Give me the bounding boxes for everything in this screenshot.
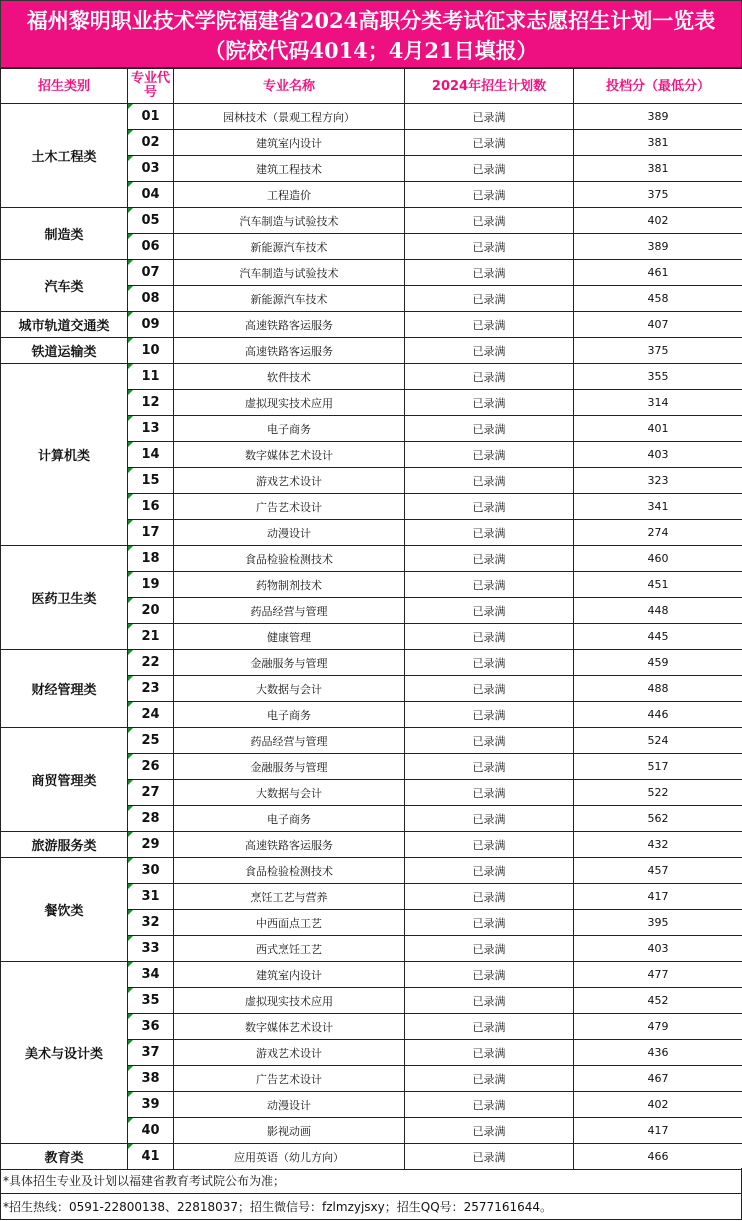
category-cell: 旅游服务类: [1, 832, 128, 858]
category-cell: 计算机类: [1, 364, 128, 546]
plan-cell: 已录满: [405, 286, 574, 312]
table-row: [1, 208, 742, 234]
table-row: [1, 364, 742, 390]
score-cell: 457: [574, 858, 742, 884]
category-cell: 商贸管理类: [1, 728, 128, 832]
major-cell: 食品检验检测技术: [174, 858, 405, 884]
code-cell: 41: [128, 1144, 174, 1170]
plan-cell: 已录满: [405, 884, 574, 910]
score-cell: 417: [574, 884, 742, 910]
score-cell: 517: [574, 754, 742, 780]
table-row: [1, 338, 742, 364]
score-cell: 446: [574, 702, 742, 728]
major-cell: 金融服务与管理: [174, 650, 405, 676]
code-cell: 08: [128, 286, 174, 312]
score-cell: 467: [574, 1066, 742, 1092]
score-cell: 381: [574, 130, 742, 156]
major-cell: 建筑室内设计: [174, 130, 405, 156]
major-cell: 广告艺术设计: [174, 494, 405, 520]
plan-cell: 已录满: [405, 962, 574, 988]
code-cell: 38: [128, 1066, 174, 1092]
score-cell: 403: [574, 442, 742, 468]
code-cell: 35: [128, 988, 174, 1014]
plan-cell: 已录满: [405, 806, 574, 832]
major-cell: 高速铁路客运服务: [174, 312, 405, 338]
score-cell: 436: [574, 1040, 742, 1066]
plan-cell: 已录满: [405, 234, 574, 260]
plan-cell: 已录满: [405, 416, 574, 442]
code-cell: 05: [128, 208, 174, 234]
code-cell: 17: [128, 520, 174, 546]
plan-cell: 已录满: [405, 104, 574, 130]
table-row: [1, 832, 742, 858]
major-cell: 应用英语（幼儿方向）: [174, 1144, 405, 1170]
code-cell: 29: [128, 832, 174, 858]
plan-cell: 已录满: [405, 468, 574, 494]
category-cell: 餐饮类: [1, 858, 128, 962]
score-cell: 522: [574, 780, 742, 806]
major-cell: 高速铁路客运服务: [174, 832, 405, 858]
code-cell: 03: [128, 156, 174, 182]
title-line-2: （院校代码4014；4月21日填报）: [204, 38, 538, 63]
code-cell: 27: [128, 780, 174, 806]
plan-cell: 已录满: [405, 1118, 574, 1144]
plan-cell: 已录满: [405, 650, 574, 676]
score-cell: 375: [574, 182, 742, 208]
code-cell: 37: [128, 1040, 174, 1066]
major-cell: 药品经营与管理: [174, 728, 405, 754]
major-cell: 数字媒体艺术设计: [174, 442, 405, 468]
score-cell: 355: [574, 364, 742, 390]
table-row: [1, 312, 742, 338]
footnotes: [0, 1168, 742, 1220]
major-cell: 虚拟现实技术应用: [174, 390, 405, 416]
code-cell: 23: [128, 676, 174, 702]
code-cell: 40: [128, 1118, 174, 1144]
code-cell: 15: [128, 468, 174, 494]
plan-cell: 已录满: [405, 520, 574, 546]
code-cell: 25: [128, 728, 174, 754]
major-cell: 电子商务: [174, 806, 405, 832]
code-cell: 04: [128, 182, 174, 208]
code-cell: 12: [128, 390, 174, 416]
score-cell: 403: [574, 936, 742, 962]
score-cell: 417: [574, 1118, 742, 1144]
major-cell: 电子商务: [174, 702, 405, 728]
plan-cell: 已录满: [405, 364, 574, 390]
page-title: [0, 0, 742, 68]
plan-cell: 已录满: [405, 780, 574, 806]
plan-cell: 已录满: [405, 312, 574, 338]
score-cell: 402: [574, 208, 742, 234]
category-cell: 汽车类: [1, 260, 128, 312]
header-score: 投档分（最低分）: [574, 69, 742, 104]
score-cell: 448: [574, 598, 742, 624]
table-row: [1, 962, 742, 988]
code-cell: 02: [128, 130, 174, 156]
major-cell: 广告艺术设计: [174, 1066, 405, 1092]
code-cell: 30: [128, 858, 174, 884]
major-cell: 新能源汽车技术: [174, 286, 405, 312]
code-cell: 09: [128, 312, 174, 338]
score-cell: 432: [574, 832, 742, 858]
score-cell: 341: [574, 494, 742, 520]
table-row: [1, 650, 742, 676]
score-cell: 452: [574, 988, 742, 1014]
major-cell: 动漫设计: [174, 520, 405, 546]
major-cell: 汽车制造与试验技术: [174, 208, 405, 234]
plan-cell: 已录满: [405, 260, 574, 286]
plan-cell: 已录满: [405, 1066, 574, 1092]
major-cell: 大数据与会计: [174, 780, 405, 806]
table-row: [1, 728, 742, 754]
category-cell: 城市轨道交通类: [1, 312, 128, 338]
plan-cell: 已录满: [405, 936, 574, 962]
code-cell: 26: [128, 754, 174, 780]
plan-cell: 已录满: [405, 1144, 574, 1170]
plan-cell: 已录满: [405, 1040, 574, 1066]
plan-cell: 已录满: [405, 208, 574, 234]
plan-cell: 已录满: [405, 754, 574, 780]
code-cell: 14: [128, 442, 174, 468]
table-row: [1, 1144, 742, 1170]
header-category: 招生类别: [1, 69, 128, 104]
plan-cell: 已录满: [405, 338, 574, 364]
enrollment-table: [0, 68, 742, 1170]
table-row: [1, 546, 742, 572]
plan-cell: 已录满: [405, 130, 574, 156]
code-cell: 11: [128, 364, 174, 390]
plan-cell: 已录满: [405, 1014, 574, 1040]
score-cell: 395: [574, 910, 742, 936]
major-cell: 园林技术（景观工程方向）: [174, 104, 405, 130]
plan-cell: 已录满: [405, 624, 574, 650]
category-cell: 医药卫生类: [1, 546, 128, 650]
code-cell: 36: [128, 1014, 174, 1040]
table-row: [1, 260, 742, 286]
major-cell: 电子商务: [174, 416, 405, 442]
major-cell: 虚拟现实技术应用: [174, 988, 405, 1014]
score-cell: 459: [574, 650, 742, 676]
major-cell: 中西面点工艺: [174, 910, 405, 936]
major-cell: 药品经营与管理: [174, 598, 405, 624]
major-cell: 大数据与会计: [174, 676, 405, 702]
score-cell: 445: [574, 624, 742, 650]
score-cell: 479: [574, 1014, 742, 1040]
major-cell: 影视动画: [174, 1118, 405, 1144]
code-cell: 33: [128, 936, 174, 962]
plan-cell: 已录满: [405, 182, 574, 208]
major-cell: 健康管理: [174, 624, 405, 650]
score-cell: 389: [574, 234, 742, 260]
header-major: 专业名称: [174, 69, 405, 104]
score-cell: 458: [574, 286, 742, 312]
major-cell: 软件技术: [174, 364, 405, 390]
score-cell: 407: [574, 312, 742, 338]
score-cell: 401: [574, 416, 742, 442]
plan-cell: 已录满: [405, 910, 574, 936]
category-cell: 土木工程类: [1, 104, 128, 208]
code-cell: 01: [128, 104, 174, 130]
plan-cell: 已录满: [405, 156, 574, 182]
plan-cell: 已录满: [405, 702, 574, 728]
code-cell: 19: [128, 572, 174, 598]
score-cell: 466: [574, 1144, 742, 1170]
score-cell: 461: [574, 260, 742, 286]
category-cell: 美术与设计类: [1, 962, 128, 1144]
code-cell: 31: [128, 884, 174, 910]
major-cell: 西式烹饪工艺: [174, 936, 405, 962]
code-cell: 39: [128, 1092, 174, 1118]
category-cell: 铁道运输类: [1, 338, 128, 364]
code-cell: 24: [128, 702, 174, 728]
major-cell: 建筑工程技术: [174, 156, 405, 182]
code-cell: 06: [128, 234, 174, 260]
major-cell: 新能源汽车技术: [174, 234, 405, 260]
code-cell: 18: [128, 546, 174, 572]
score-cell: 274: [574, 520, 742, 546]
score-cell: 477: [574, 962, 742, 988]
category-cell: 财经管理类: [1, 650, 128, 728]
score-cell: 389: [574, 104, 742, 130]
title-line-1: 福州黎明职业技术学院福建省2024高职分类考试征求志愿招生计划一览表: [26, 8, 716, 33]
plan-cell: 已录满: [405, 390, 574, 416]
code-cell: 34: [128, 962, 174, 988]
score-cell: 460: [574, 546, 742, 572]
major-cell: 药物制剂技术: [174, 572, 405, 598]
plan-cell: 已录满: [405, 1092, 574, 1118]
major-cell: 游戏艺术设计: [174, 468, 405, 494]
major-cell: 游戏艺术设计: [174, 1040, 405, 1066]
major-cell: 工程造价: [174, 182, 405, 208]
code-cell: 28: [128, 806, 174, 832]
code-cell: 22: [128, 650, 174, 676]
score-cell: 402: [574, 1092, 742, 1118]
code-cell: 13: [128, 416, 174, 442]
plan-cell: 已录满: [405, 546, 574, 572]
major-cell: 高速铁路客运服务: [174, 338, 405, 364]
table-body: [1, 104, 742, 1170]
major-cell: 建筑室内设计: [174, 962, 405, 988]
plan-cell: 已录满: [405, 988, 574, 1014]
score-cell: 381: [574, 156, 742, 182]
category-cell: 教育类: [1, 1144, 128, 1170]
plan-cell: 已录满: [405, 442, 574, 468]
plan-cell: 已录满: [405, 598, 574, 624]
plan-cell: 已录满: [405, 572, 574, 598]
score-cell: 451: [574, 572, 742, 598]
score-cell: 323: [574, 468, 742, 494]
score-cell: 375: [574, 338, 742, 364]
plan-cell: 已录满: [405, 728, 574, 754]
header-plan: 2024年招生计划数: [405, 69, 574, 104]
plan-cell: 已录满: [405, 494, 574, 520]
category-cell: 制造类: [1, 208, 128, 260]
major-cell: 动漫设计: [174, 1092, 405, 1118]
score-cell: 314: [574, 390, 742, 416]
code-cell: 21: [128, 624, 174, 650]
major-cell: 数字媒体艺术设计: [174, 1014, 405, 1040]
major-cell: 食品检验检测技术: [174, 546, 405, 572]
score-cell: 524: [574, 728, 742, 754]
code-cell: 07: [128, 260, 174, 286]
score-cell: 488: [574, 676, 742, 702]
code-cell: 16: [128, 494, 174, 520]
code-cell: 10: [128, 338, 174, 364]
table-row: [1, 858, 742, 884]
major-cell: 金融服务与管理: [174, 754, 405, 780]
header-code: 专业代号: [128, 69, 174, 104]
plan-cell: 已录满: [405, 676, 574, 702]
major-cell: 烹饪工艺与营养: [174, 884, 405, 910]
table-header-row: [1, 69, 742, 104]
plan-cell: 已录满: [405, 858, 574, 884]
score-cell: 562: [574, 806, 742, 832]
code-cell: 32: [128, 910, 174, 936]
table-row: [1, 104, 742, 130]
plan-cell: 已录满: [405, 832, 574, 858]
major-cell: 汽车制造与试验技术: [174, 260, 405, 286]
footnote-rules: *具体招生专业及计划以福建省教育考试院公布为准；: [0, 1168, 742, 1194]
footnote-contact: *招生热线：0591-22800138、22818037；招生微信号：fzlmzyjsxy；招生QQ号：2577161644。: [0, 1194, 742, 1220]
code-cell: 20: [128, 598, 174, 624]
